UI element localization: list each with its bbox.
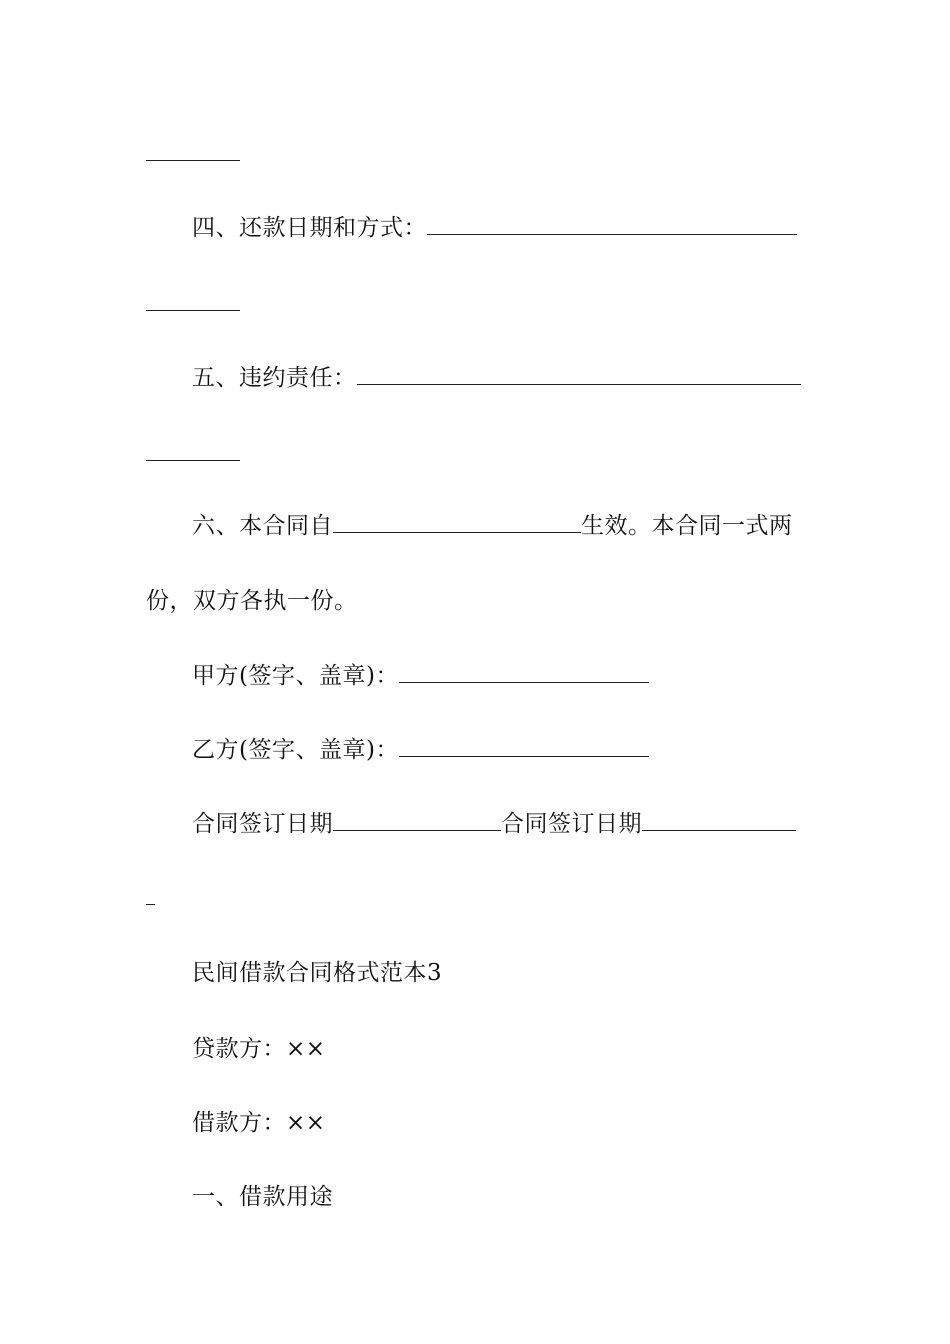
continuation-blank-line (146, 310, 240, 311)
effective-date-blank (333, 510, 581, 533)
lender-line: 贷款方：×× (192, 1036, 326, 1062)
borrower-line: 借款方：×× (192, 1110, 326, 1136)
clause-repayment (192, 212, 797, 243)
clause-default-liability-label: 五、违约责任： (192, 365, 357, 391)
party-a-signature-label: 甲方(签字、盖章)： (192, 663, 399, 689)
continuation-blank-line (146, 160, 240, 161)
signing-date-label-1: 合同签订日期 (192, 811, 333, 837)
clause-effective (192, 510, 793, 541)
party-b-signature-label: 乙方(签字、盖章)： (192, 737, 399, 763)
party-b-signature-blank (399, 734, 649, 757)
continuation-blank-line (146, 460, 240, 461)
signing-dates (192, 808, 796, 839)
signing-date-blank-2 (642, 808, 796, 831)
party-a-signature-blank (399, 660, 649, 683)
template-title: 民间借款合同格式范本3 (192, 960, 443, 986)
party-a-signature (192, 660, 649, 691)
party-b-signature (192, 734, 649, 765)
clause-repayment-label: 四、还款日期和方式： (192, 215, 427, 241)
section-loan-purpose: 一、借款用途 (192, 1184, 333, 1210)
repayment-blank (427, 212, 797, 235)
signing-date-blank-1 (333, 808, 501, 831)
clause-effective-prefix: 六、本合同自 (192, 513, 333, 539)
continuation-blank-line (146, 904, 155, 905)
clause-effective-continuation: 份，双方各执一份。 (146, 588, 358, 614)
signing-date-label-2: 合同签订日期 (501, 811, 642, 837)
clause-effective-suffix: 生效。本合同一式两 (581, 513, 793, 539)
default-liability-blank (357, 362, 801, 385)
clause-default-liability (192, 362, 801, 393)
